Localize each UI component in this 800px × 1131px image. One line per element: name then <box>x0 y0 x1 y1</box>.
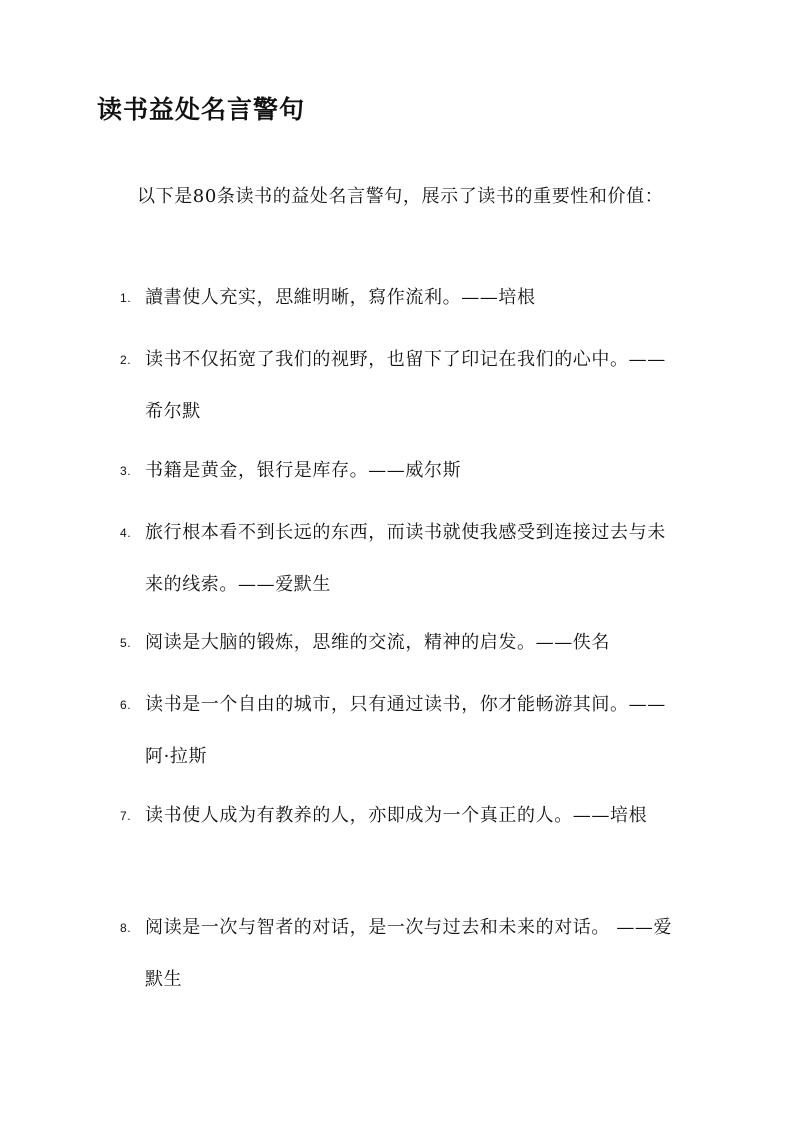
page-title: 读书益处名言警句 <box>97 95 306 124</box>
list-item <box>120 902 680 1006</box>
list-item-number: 7. <box>120 809 132 823</box>
list-item-text: 读书不仅拓宽了我们的视野，也留下了印记在我们的心中。——希尔默 <box>145 349 666 422</box>
list-item-text: 旅行根本看不到长远的东西，而读书就使我感受到连接过去与未来的线索。——爱默生 <box>145 522 666 595</box>
list-item-number: 3. <box>120 464 132 478</box>
list-item <box>120 679 680 783</box>
list-item <box>120 617 680 669</box>
list-item-text: 读书是一个自由的城市，只有通过读书，你才能畅游其间。——阿·拉斯 <box>145 694 666 767</box>
intro-paragraph: 以下是80条读书的益处名言警句，展示了读书的重要性和价值： <box>137 186 664 207</box>
list-item <box>120 272 680 324</box>
list-item-text: 读书使人成为有教养的人，亦即成为一个真正的人。——培根 <box>145 805 648 826</box>
list-item-number: 1. <box>120 291 132 305</box>
list-item <box>120 334 680 438</box>
list-item <box>120 445 680 497</box>
list-item-text: 讀書使人充实，思維明晰，寫作流利。——培根 <box>145 287 536 308</box>
list-item <box>120 507 680 611</box>
list-item-text: 阅读是一次与智者的对话，是一次与过去和未来的对话。 ——爱默生 <box>145 917 673 990</box>
list-item-number: 5. <box>120 636 132 650</box>
list-item <box>120 790 680 842</box>
list-item-number: 8. <box>120 921 132 935</box>
list-item-text: 阅读是大脑的锻炼，思维的交流，精神的启发。——佚名 <box>145 632 610 653</box>
list-item-number: 4. <box>120 526 132 540</box>
list-item-number: 6. <box>120 698 132 712</box>
list-item-text: 书籍是黄金，银行是库存。——威尔斯 <box>145 460 462 481</box>
list-item-number: 2. <box>120 353 132 367</box>
